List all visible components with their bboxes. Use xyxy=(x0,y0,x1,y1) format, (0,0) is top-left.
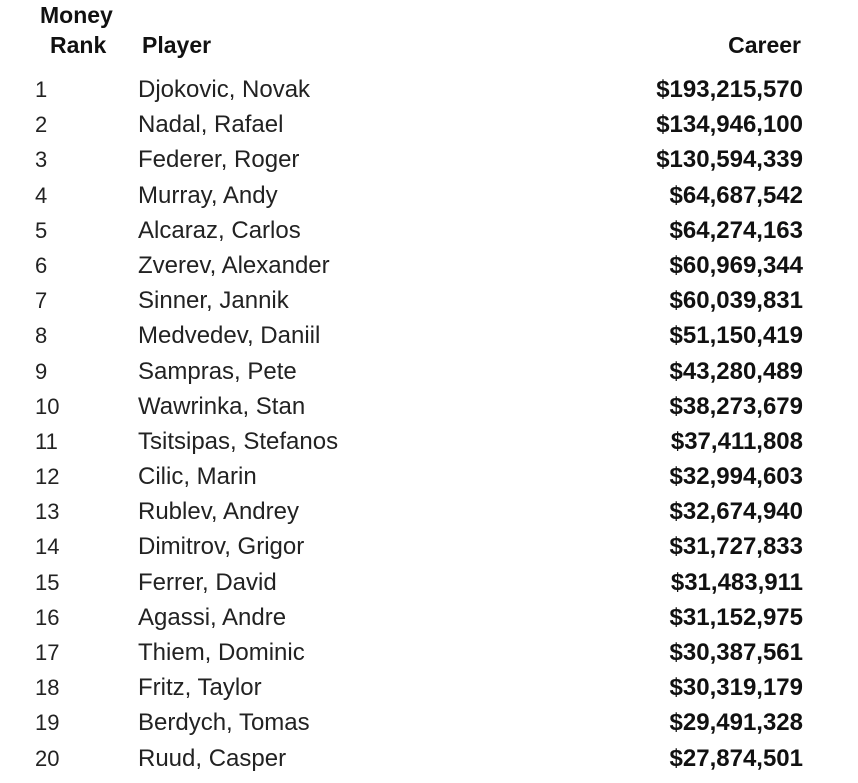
rank-cell: 11 xyxy=(35,428,58,454)
career-cell: $60,969,344 xyxy=(669,251,803,279)
rank-cell: 13 xyxy=(35,499,60,525)
player-cell: Djokovic, Novak xyxy=(138,76,311,103)
header-money: Money xyxy=(40,2,113,28)
player-cell: Murray, Andy xyxy=(138,181,278,209)
table-row xyxy=(0,107,858,142)
rank-cell: 3 xyxy=(35,147,48,173)
rank-cell: 2 xyxy=(35,112,48,138)
career-cell: $30,319,179 xyxy=(669,674,803,702)
career-cell: $37,411,808 xyxy=(670,427,803,455)
career-cell: $27,874,501 xyxy=(669,744,803,772)
header-rank: Rank xyxy=(50,32,107,58)
player-cell: Fritz, Taylor xyxy=(138,674,262,702)
career-cell: $38,273,679 xyxy=(669,392,803,420)
rank-cell: 1 xyxy=(35,77,48,102)
table-row xyxy=(0,529,858,564)
rank-cell: 18 xyxy=(35,675,60,701)
player-cell: Zverev, Alexander xyxy=(138,251,330,279)
rank-cell: 19 xyxy=(35,710,60,736)
player-cell: Medvedev, Daniil xyxy=(138,322,321,350)
player-cell: Nadal, Rafael xyxy=(138,111,284,139)
player-cell: Wawrinka, Stan xyxy=(138,392,306,420)
table-row xyxy=(0,635,858,670)
career-cell: $130,594,339 xyxy=(656,146,803,174)
player-cell: Tsitsipas, Stefanos xyxy=(138,427,339,455)
table-row xyxy=(0,178,858,213)
rank-cell: 4 xyxy=(35,182,48,208)
rank-cell: 15 xyxy=(35,569,60,595)
table-row xyxy=(0,600,858,635)
table-row xyxy=(0,389,858,424)
table-row xyxy=(0,424,858,459)
rank-cell: 9 xyxy=(35,358,48,384)
player-cell: Ferrer, David xyxy=(138,568,277,596)
rank-cell: 14 xyxy=(35,534,60,560)
career-cell: $193,215,570 xyxy=(656,76,803,103)
career-cell: $29,491,328 xyxy=(669,709,803,737)
career-cell: $134,946,100 xyxy=(656,111,803,139)
rank-cell: 16 xyxy=(35,604,60,630)
rank-cell: 5 xyxy=(35,217,48,243)
table-row xyxy=(0,283,858,318)
rank-cell: 7 xyxy=(35,288,48,314)
table-row xyxy=(0,741,858,776)
table-row xyxy=(0,459,858,494)
player-cell: Dimitrov, Grigor xyxy=(138,533,305,561)
header-player: Player xyxy=(142,32,212,58)
header-career: Career xyxy=(728,32,801,58)
player-cell: Sampras, Pete xyxy=(138,357,297,385)
rank-cell: 17 xyxy=(35,640,60,665)
player-cell: Agassi, Andre xyxy=(138,603,287,631)
player-cell: Rublev, Andrey xyxy=(138,498,299,526)
player-cell: Berdych, Tomas xyxy=(138,709,310,737)
career-cell: $64,687,542 xyxy=(669,181,803,209)
table-row xyxy=(0,142,858,177)
table-row xyxy=(0,213,858,248)
player-cell: Alcaraz, Carlos xyxy=(138,216,301,244)
player-cell: Federer, Roger xyxy=(138,146,300,174)
rank-cell: 8 xyxy=(35,323,48,349)
career-cell: $31,483,911 xyxy=(670,568,803,596)
table-body xyxy=(0,72,858,776)
table-row xyxy=(0,72,858,107)
career-cell: $51,150,419 xyxy=(669,322,803,350)
table-row xyxy=(0,354,858,389)
player-cell: Ruud, Casper xyxy=(138,744,287,772)
player-cell: Cilic, Marin xyxy=(138,463,257,491)
career-cell: $32,674,940 xyxy=(669,498,803,526)
rank-cell: 10 xyxy=(35,393,60,419)
table-row xyxy=(0,248,858,283)
player-cell: Thiem, Dominic xyxy=(138,639,305,666)
table-row xyxy=(0,494,858,529)
career-cell: $43,280,489 xyxy=(669,357,803,385)
table-row xyxy=(0,670,858,705)
career-cell: $60,039,831 xyxy=(669,287,803,315)
rank-cell: 20 xyxy=(35,745,60,771)
career-cell: $32,994,603 xyxy=(669,463,803,491)
player-cell: Sinner, Jannik xyxy=(138,287,289,315)
career-cell: $30,387,561 xyxy=(669,639,803,666)
career-cell: $31,152,975 xyxy=(669,603,803,631)
rank-cell: 6 xyxy=(35,252,48,278)
table-row xyxy=(0,318,858,353)
career-cell: $64,274,163 xyxy=(669,216,803,244)
table-row xyxy=(0,705,858,740)
career-cell: $31,727,833 xyxy=(669,533,803,561)
table-row xyxy=(0,565,858,600)
rank-cell: 12 xyxy=(35,464,60,490)
